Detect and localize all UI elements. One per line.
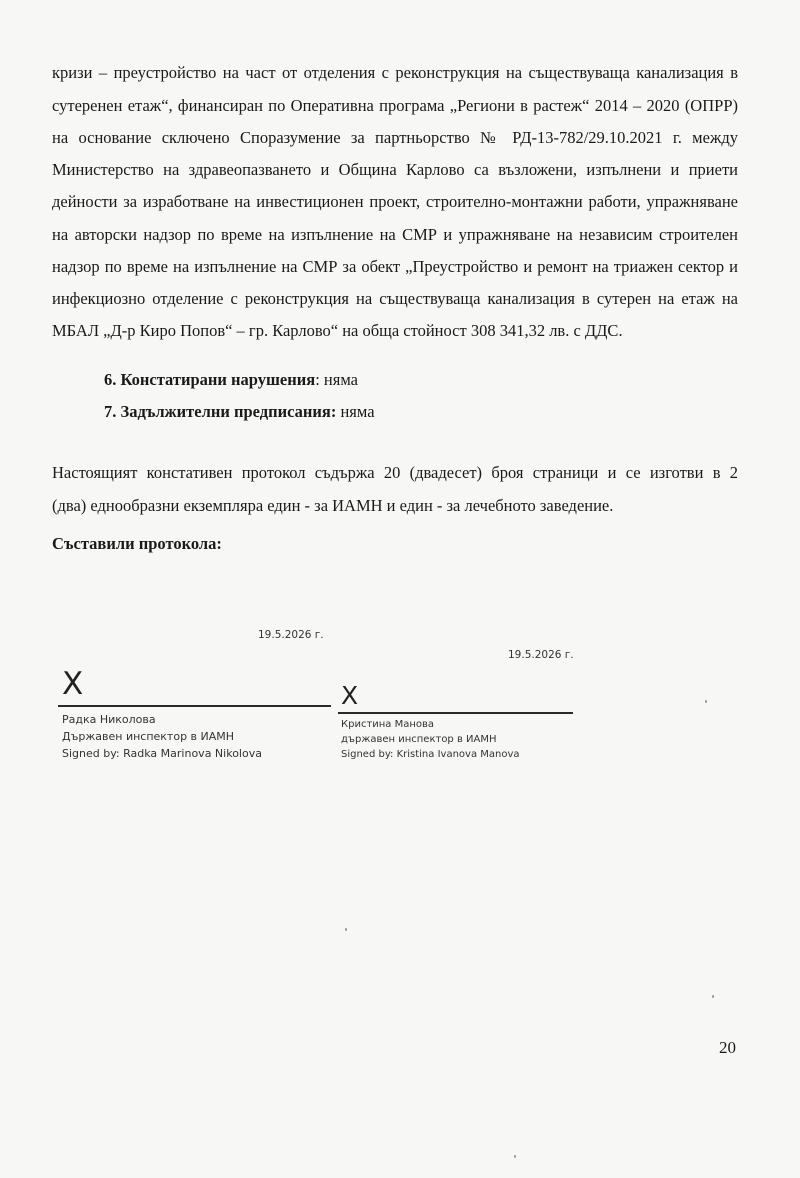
violations-item [104,370,358,390]
signer-signed-by: Signed by: Radka Marinova Nikolova [62,747,262,760]
signature-mark: X [62,666,84,702]
signatures-heading: Съставили протокола: [52,534,222,553]
signer-signed-by: Signed by: Kristina Ivanova Manova [341,749,520,760]
scan-speck [345,928,347,931]
scan-speck [514,1155,516,1158]
paragraph-line: на авторски надзор по време на изпълнение на СМР и упражняване на независим строителен [52,225,738,244]
signature-mark: X [341,681,359,710]
paragraph-line: надзор по време на изпълнение на СМР за обект „Преустройство и ремонт на триажен сектор и [52,257,738,276]
prescriptions-item [104,402,375,422]
scan-speck [705,700,707,703]
signer-name: Кристина Манова [341,719,435,730]
signer-title: Държавен инспектор в ИАМН [62,730,235,743]
paragraph-line: МБАЛ „Д-р Киро Попов“ – гр. Карлово“ на обща стойност 308 341,32 лв. с ДДС. [52,321,623,340]
paragraph-line: сутеренен етаж“, финансиран по Оперативна програма „Региони в растеж“ 2014 – 2020 (ОПРР) [52,96,738,115]
paragraph-line: кризи – преустройство на част от отделения с реконструкция на съществуваща канализация в [52,63,738,82]
closing-line: Настоящият констативен протокол съдържа 20 (двадесет) броя страници и се изготви в 2 [52,463,738,482]
violations-value: няма [319,370,358,389]
signature-date: 19.5.2026 г. [258,629,324,641]
paragraph-line: инфекциозно отделение с реконструкция на съществуваща канализация в сутерен на етаж на [52,289,738,308]
page-number: 20 [719,1038,736,1057]
violations-sep: : [315,370,320,389]
prescriptions-label: 7. Задължителни предписания: [104,402,337,421]
signer-name: Радка Николова [62,713,156,726]
paragraph-line: Министерство на здравеопазването и Община Карлово са възложени, изпълнени и приети [52,160,738,179]
prescriptions-value: няма [336,402,375,421]
violations-label: 6. Констатирани нарушения [104,370,316,389]
scan-speck [712,995,714,998]
signature-date: 19.5.2026 г. [508,649,574,661]
paragraph-line: на основание сключено Споразумение за партньорство № РД-13-782/29.10.2021 г. между [52,128,738,147]
closing-line: (два) еднообразни екземпляра един - за ИАМН и един - за лечебното заведение. [52,496,614,515]
signer-title: държавен инспектор в ИАМН [341,734,497,745]
paragraph-line: дейности за изработване на инвестиционен проект, строително-монтажни работи, упражняване [52,192,738,211]
signature-line [58,705,331,707]
signature-line [338,712,573,714]
